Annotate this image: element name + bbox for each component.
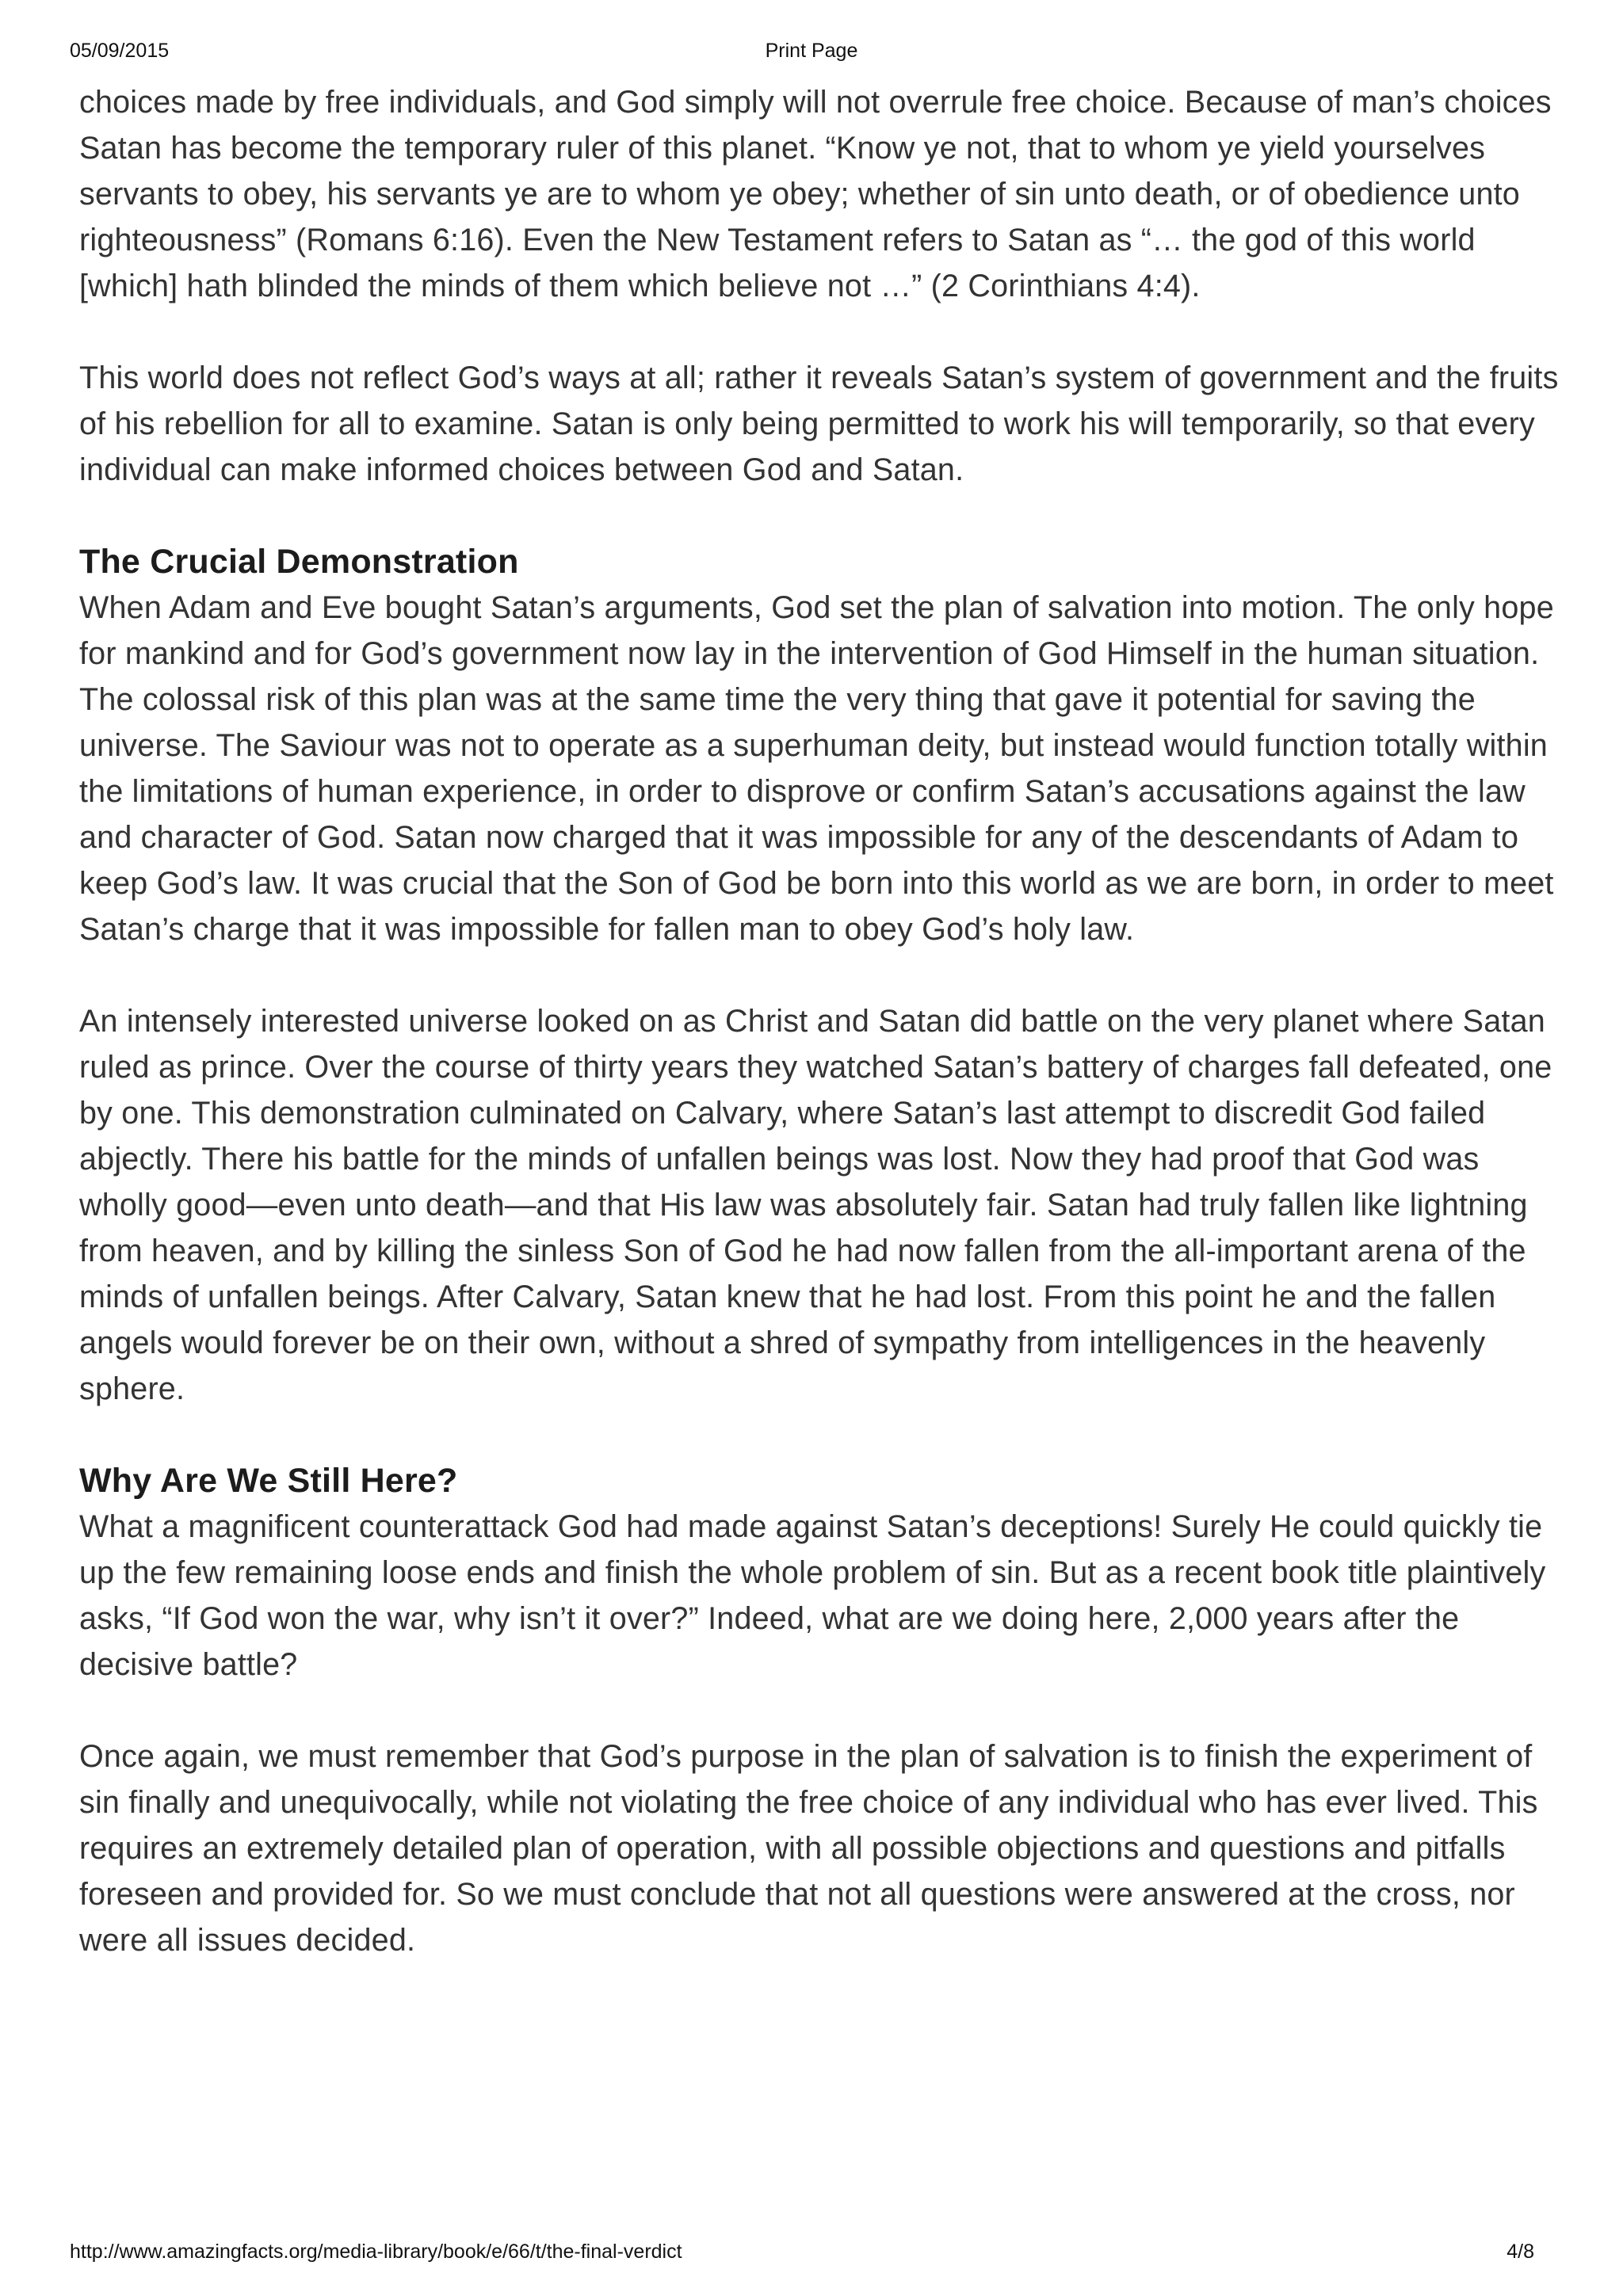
article-paragraph-2: This world does not reflect God’s ways at all; rather it reveals Satan’s system of government and the fruits of his rebellion for all to examine. Satan is only being permitted to work his will temporarily, so that every individual can make informed choices between God and Satan. bbox=[79, 360, 1559, 487]
article-paragraph-6: Once again, we must remember that God’s purpose in the plan of salvation is to finish the experiment of sin finally and unequivocally, while not violating the free choice of any individual who has ever lived. This requires an extremely detailed plan of operation, with all possible objections and questions and pitfalls foreseen and provided for. So we must conclude that not all questions were answered at the cross, nor were all issues decided. bbox=[79, 1739, 1538, 1958]
article-paragraph-1: choices made by free individuals, and God simply will not overrule free choice. Because of man’s choices Satan has become the temporary ruler of this planet. “Know ye not, that to whom ye yield yourselves servants to obey, his servants ye are to whom ye obey; whether of sin unto death, or of obedience unto righteousness” (Romans 6:16). Even the New Testament refers to Satan as “… the god of this world [which] hath blinded the minds of them which believe not …” (2 Corinthians 4:4). bbox=[79, 85, 1552, 303]
section-heading-why-still-here: Why Are We Still Here? bbox=[79, 1462, 458, 1500]
source-url: http://www.amazingfacts.org/media-library/book/e/66/t/the-final-verdict bbox=[70, 2241, 682, 2263]
page-number: 4/8 bbox=[1507, 2241, 1534, 2263]
article-paragraph-3: When Adam and Eve bought Satan’s arguments, God set the plan of salvation into motion. The only hope for mankind and for God’s government now lay in the intervention of God Himself in the human situation. The colossal risk of this plan was at the same time the very thing that gave it potential for saving the universe. The Saviour was not to operate as a superhuman deity, but instead would function totally within the limitations of human experience, in order to disprove or confirm Satan’s accusations against the law and character of God. Satan now charged that it was impossible for any of the descendants of Adam to keep God’s law. It was crucial that the Son of God be born into this world as we are born, in order to meet Satan’s charge that it was impossible for fallen man to obey God’s holy law. bbox=[79, 590, 1554, 947]
print-header bbox=[70, 40, 1553, 71]
print-page-title: Print Page bbox=[765, 40, 858, 62]
article-paragraph-4: An intensely interested universe looked on as Christ and Satan did battle on the very planet where Satan ruled as prince. Over the course of thirty years they watched Satan’s battery of charges fall defeated, one by one. This demonstration culminated on Calvary, where Satan’s last attempt to discredit God failed abjectly. There his battle for the minds of unfallen beings was lost. Now they had proof that God was wholly good—even unto death—and that His law was absolutely fair. Satan had truly fallen like lightning from heaven, and by killing the sinless Son of God he had now fallen from the all-important arena of the minds of unfallen beings. After Calvary, Satan knew that he had lost. From this point he and the fallen angels would forever be on their own, without a shred of sympathy from intelligences in the heavenly sphere. bbox=[79, 1004, 1552, 1406]
print-date: 05/09/2015 bbox=[70, 40, 170, 62]
section-heading-crucial-demonstration: The Crucial Demonstration bbox=[79, 543, 519, 581]
article-paragraph-5: What a magnificent counterattack God had made against Satan’s deceptions! Surely He could quickly tie up the few remaining loose ends and finish the whole problem of sin. But as a recent book title plaintively asks, “If God won the war, why isn’t it over?” Indeed, what are we doing here, 2,000 years after the decisive battle? bbox=[79, 1509, 1546, 1682]
article-content bbox=[79, 79, 1569, 1963]
print-footer bbox=[70, 2241, 1534, 2272]
